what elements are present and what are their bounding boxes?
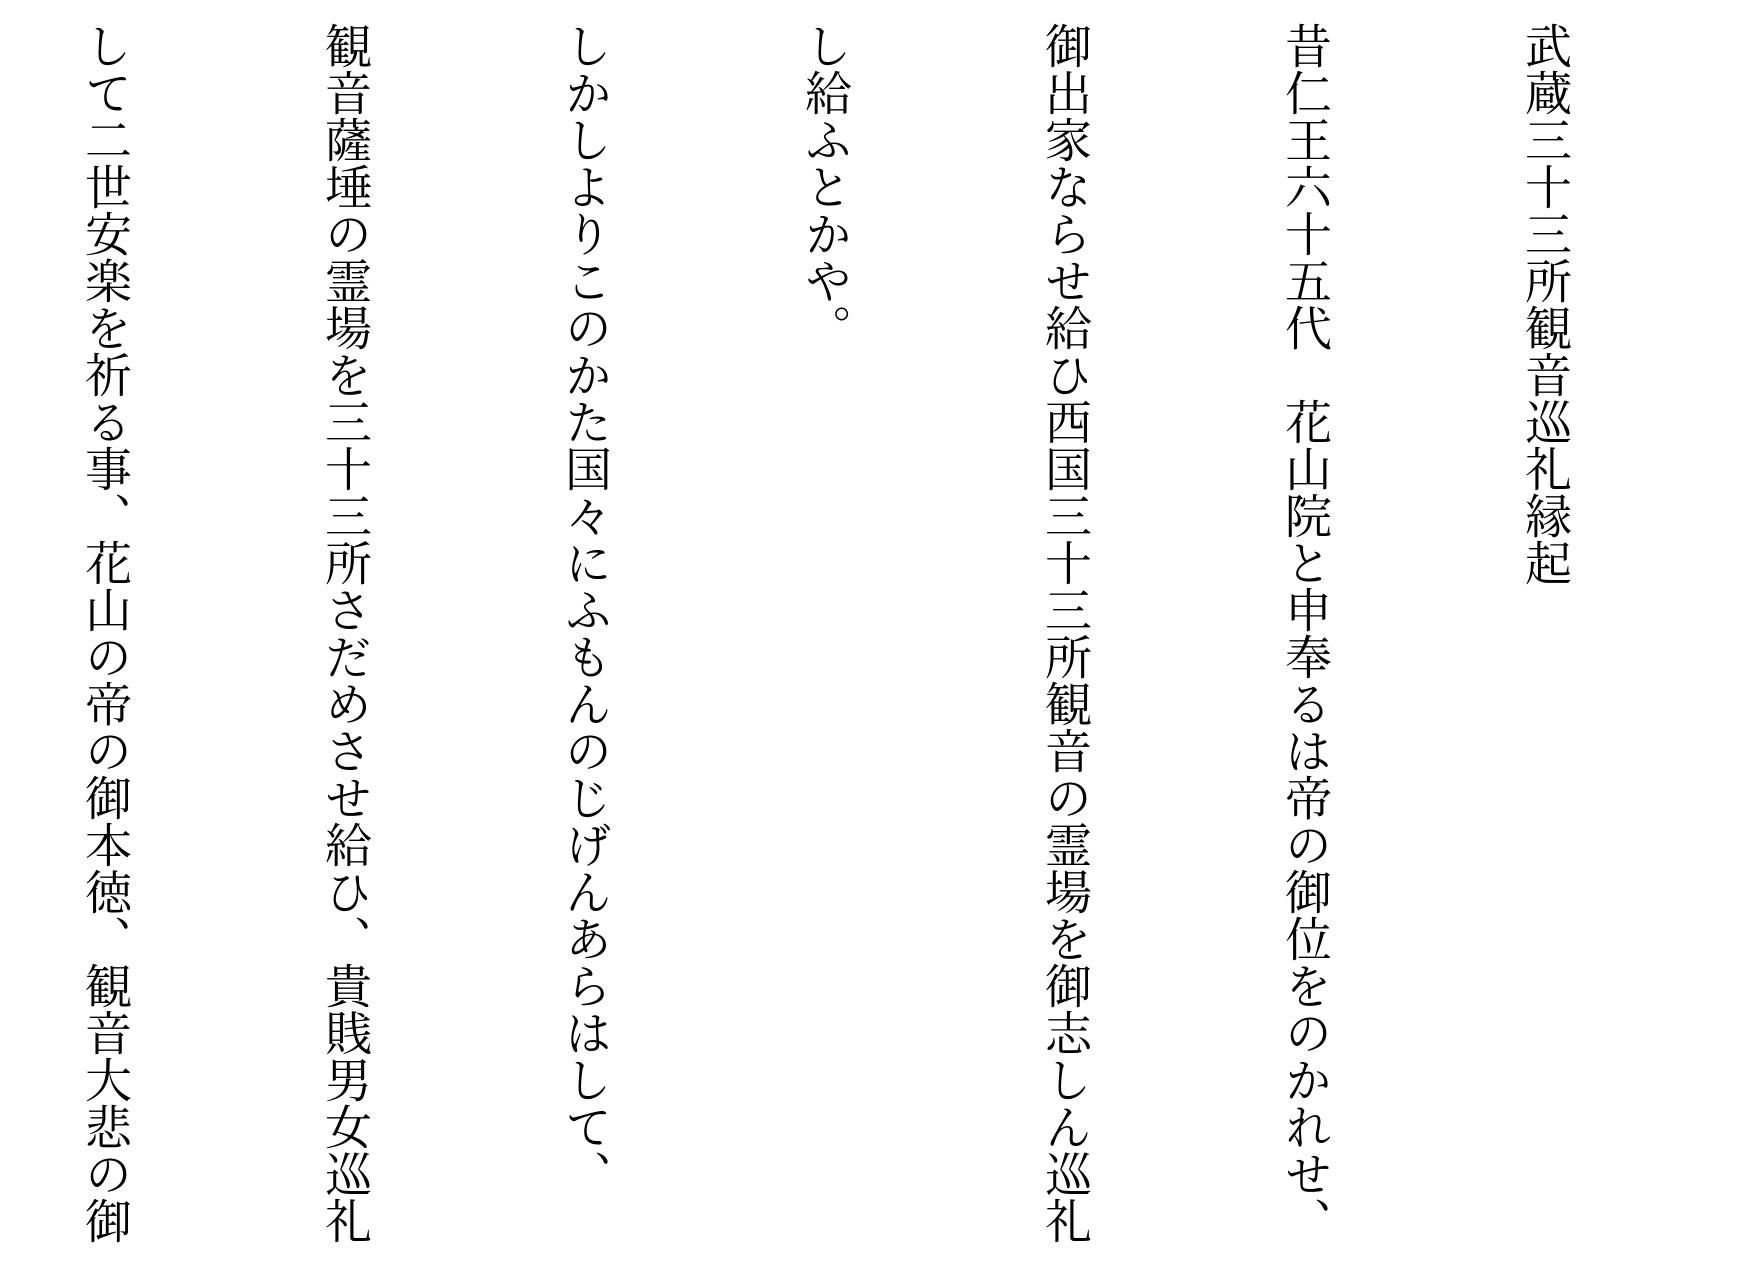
text-line: しかしよりこのかた国々にふもんのじげんあらはして、	[558, 22, 610, 1197]
title-line: 武蔵三十三所観音巡礼縁起	[1518, 22, 1570, 586]
text-line: して二世安楽を祈る事、花山の帝の御本徳、観音大悲の御	[78, 22, 130, 1244]
text-line: 観音薩埵の霊場を三十三所さだめさせ給ひ、貴賎男女巡礼	[318, 22, 370, 1244]
text-line: 御出家ならせ給ひ西国三十三所観音の霊場を御志しん巡礼	[1038, 22, 1090, 1244]
text-line: 昔仁王六十五代 花山院と申奉るは帝の御位をのかれせ、	[1278, 22, 1330, 1244]
text-line: し給ふとかや。	[798, 22, 850, 351]
